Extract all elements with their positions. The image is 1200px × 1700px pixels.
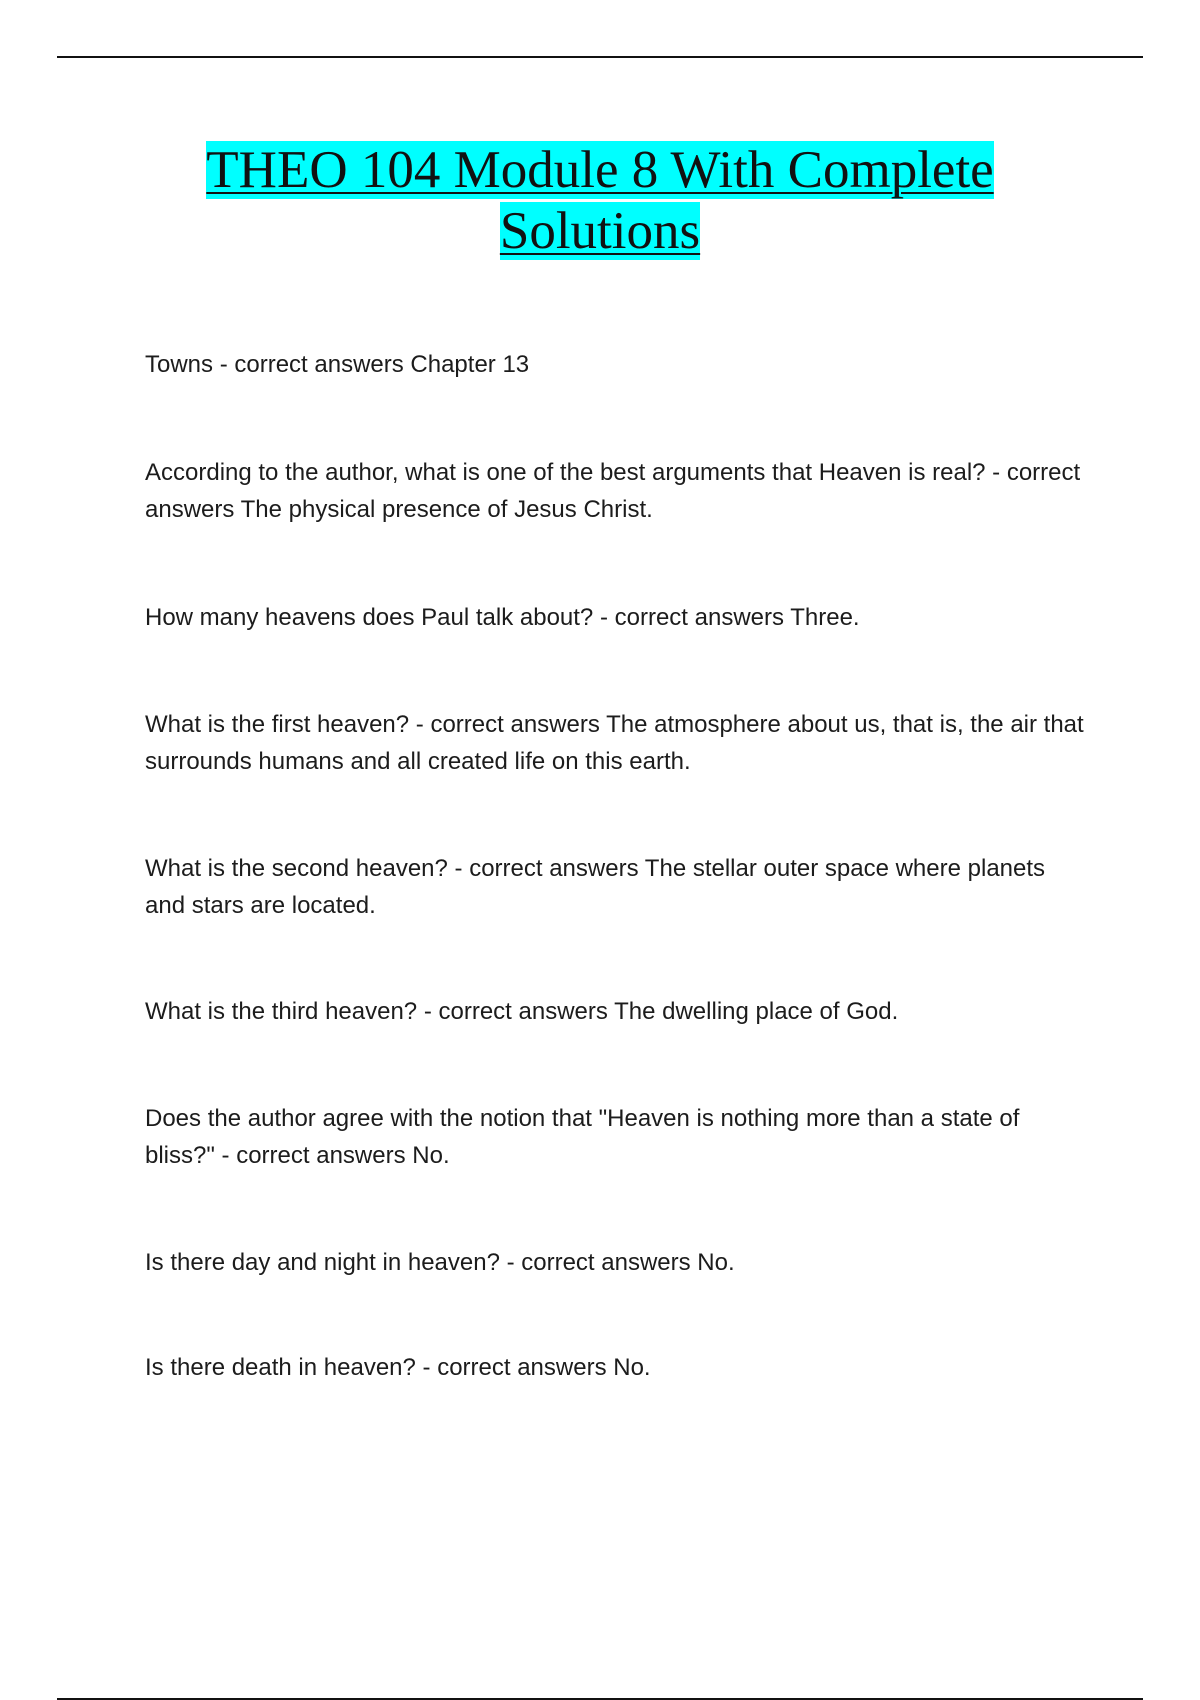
qa-item-second-heaven: What is the second heaven? - correct answers The stellar outer space where planets and stars are located. [145,855,1046,919]
qa-item-first-heaven: What is the first heaven? - correct answers The atmosphere about us, that is, the air that surrounds humans and all created life on this earth. [145,711,1084,775]
qa-item-day-and-night: Is there day and night in heaven? - correct answers No. [145,1249,735,1276]
qa-item-towns: Towns - correct answers Chapter 13 [145,351,530,378]
qa-item-death: Is there death in heaven? - correct answers No. [145,1354,651,1381]
qa-item-third-heaven: What is the third heaven? - correct answers The dwelling place of God. [145,998,899,1025]
document-title: THEO 104 Module 8 With Complete Solutions [206,141,994,260]
qa-item-best-argument: According to the author, what is one of the best arguments that Heaven is real? - correct answers The physical presence of Jesus Christ. [145,459,1081,523]
qa-item-state-of-bliss: Does the author agree with the notion that "Heaven is nothing more than a state of bliss?" - correct answers No. [145,1105,1020,1169]
qa-item-how-many-heavens: How many heavens does Paul talk about? - correct answers Three. [145,604,860,631]
